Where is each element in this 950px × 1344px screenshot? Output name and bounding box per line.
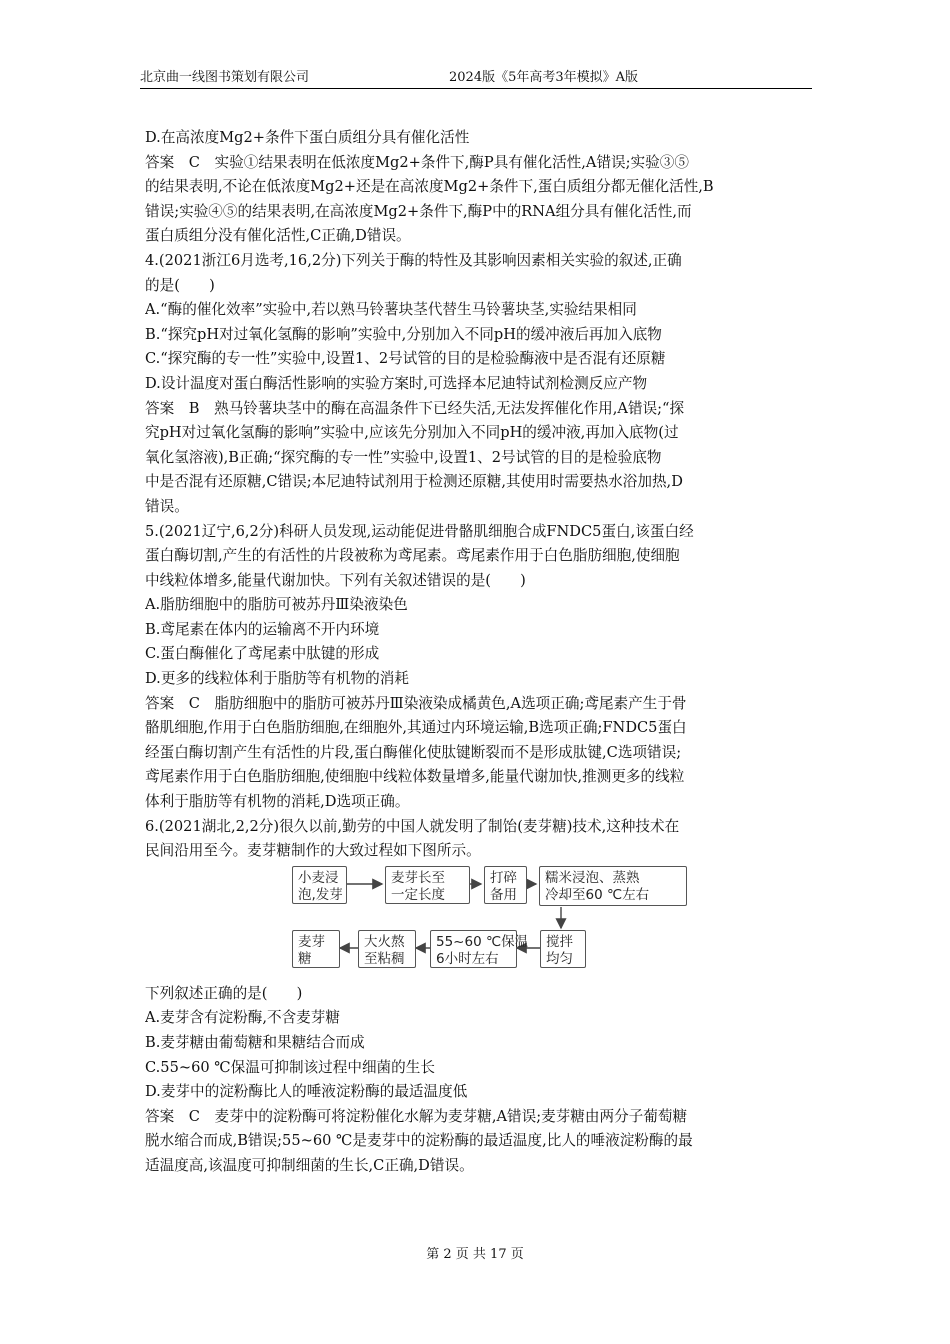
text-line: D.麦芽中的淀粉酶比人的唾液淀粉酶的最适温度低 (145, 1083, 468, 1101)
step-boil-box: 大火熬 至粘稠 (358, 930, 416, 968)
text-line: 适温度高,该温度可抑制细菌的生长,C正确,D错误。 (145, 1156, 474, 1174)
text-line: A.麦芽含有淀粉酶,不含麦芽糖 (145, 1009, 340, 1027)
text-line: A.脂肪细胞中的脂肪可被苏丹Ⅲ染液染色 (145, 596, 408, 614)
text-line: 脱水缩合而成,B错误;55~60 ℃是麦芽中的淀粉酶的最适温度,比人的唾液淀粉酶的最 (145, 1132, 693, 1150)
text-line: C.55~60 ℃保温可抑制该过程中细菌的生长 (145, 1058, 435, 1076)
step-keep-warm-box: 55~60 ℃保温 6小时左右 (430, 930, 517, 968)
text-block-bottom (145, 982, 810, 1179)
text-line: 蛋白酶切割,产生的有活性的片段被称为鸢尾素。鸢尾素作用于白色脂肪细胞,使细胞 (145, 547, 680, 565)
header-divider (140, 88, 812, 89)
text-line: C.蛋白酶催化了鸢尾素中肽键的形成 (145, 645, 380, 663)
text-line: 答案 B 熟马铃薯块茎中的酶在高温条件下已经失活,无法发挥催化作用,A错误;“探 (145, 399, 685, 417)
text-line: D.更多的线粒体利于脂肪等有机物的消耗 (145, 670, 409, 688)
text-line: 的是( ) (145, 276, 215, 294)
text-line: 究pH对过氧化氢酶的影响”实验中,应该先分别加入不同pH的缓冲液,再加入底物(过 (145, 424, 679, 442)
step-stir-box: 搅拌 均匀 (540, 930, 586, 968)
page-number: 第 2 页 共 17 页 (426, 1247, 524, 1262)
text-line: 骼肌细胞,作用于白色脂肪细胞,在细胞外,其通过内环境运输,B选项正确;FNDC5蛋白 (145, 719, 687, 737)
text-line: 错误;实验④⑤的结果表明,在高浓度Mg2+条件下,酶P中的RNA组分具有催化活性,而 (145, 202, 692, 220)
step-malt-grow-box: 麦芽长至 一定长度 (385, 866, 470, 904)
text-line: 鸢尾素作用于白色脂肪细胞,使细胞中线粒体数量增多,能量代谢加快,推测更多的线粒 (145, 768, 685, 786)
text-line: B.麦芽糖由葡萄糖和果糖结合而成 (145, 1034, 365, 1051)
step-maltose-box: 麦芽 糖 (292, 930, 340, 968)
text-line: 下列叙述正确的是( ) (145, 984, 303, 1002)
text-line: 蛋白质组分没有催化活性,C正确,D错误。 (145, 227, 411, 245)
step-soak-wheat-box: 小麦浸 泡,发芽 (292, 866, 347, 904)
text-line: 答案 C 实验①结果表明在低浓度Mg2+条件下,酶P具有催化活性,A错误;实验③⑤ (145, 153, 689, 171)
text-line: C.“探究酶的专一性”实验中,设置1、2号试管的目的是检验酶液中是否混有还原糖 (145, 350, 666, 368)
text-block-top (145, 126, 810, 864)
step-glutinous-rice-box: 糯米浸泡、蒸熟 冷却至60 ℃左右 (539, 866, 687, 906)
text-line: 中是否混有还原糖,C错误;本尼迪特试剂用于检测还原糖,其使用时需要热水浴加热,D (145, 473, 683, 491)
text-line: D.设计温度对蛋白酶活性影响的实验方案时,可选择本尼迪特试剂检测反应产物 (145, 374, 648, 392)
text-line: A.“酶的催化效率”实验中,若以熟马铃薯块茎代替生马铃薯块茎,实验结果相同 (145, 301, 637, 319)
text-line: 民间沿用至今。麦芽糖制作的大致过程如下图所示。 (145, 842, 481, 860)
text-line: D.在高浓度Mg2+条件下蛋白质组分具有催化活性 (145, 129, 470, 146)
text-line: 经蛋白酶切割产生有活性的片段,蛋白酶催化使肽键断裂而不是形成肽键,C选项错误; (145, 743, 682, 761)
text-line: 答案 C 脂肪细胞中的脂肪可被苏丹Ⅲ染液染成橘黄色,A选项正确;鸢尾素产生于骨 (145, 694, 687, 712)
text-line: B.“探究pH对过氧化氢酶的影响”实验中,分别加入不同pH的缓冲液后再加入底物 (145, 325, 662, 343)
text-line: B.鸢尾素在体内的运输离不开内环境 (145, 620, 380, 638)
text-line: 中线粒体增多,能量代谢加快。下列有关叙述错误的是( ) (145, 571, 526, 589)
page-header (140, 64, 812, 88)
publisher-name: 北京曲一线图书策划有限公司 (140, 70, 310, 85)
maltose-process-flowchart (145, 866, 810, 978)
text-line: 体利于脂肪等有机物的消耗,D选项正确。 (145, 793, 410, 811)
step-crush-box: 打碎 备用 (484, 866, 527, 904)
text-line: 的结果表明,不论在低浓度Mg2+还是在高浓度Mg2+条件下,蛋白质组分都无催化活性,B (145, 178, 714, 196)
page-content (145, 126, 810, 1179)
text-line: 4.(2021浙江6月选考,16,2分)下列关于酶的特性及其影响因素相关实验的叙述,正确 (145, 251, 682, 269)
text-line: 氧化氢溶液),B正确;“探究酶的专一性”实验中,设置1、2号试管的目的是检验底物 (145, 448, 662, 466)
book-title: 2024版《5年高考3年模拟》A版 (449, 70, 639, 85)
text-line: 6.(2021湖北,2,2分)很久以前,勤劳的中国人就发明了制饴(麦芽糖)技术,这种技术在 (145, 817, 680, 835)
text-line: 错误。 (145, 497, 189, 515)
text-line: 答案 C 麦芽中的淀粉酶可将淀粉催化水解为麦芽糖,A错误;麦芽糖由两分子葡萄糖 (145, 1107, 688, 1125)
text-line: 5.(2021辽宁,6,2分)科研人员发现,运动能促进骨骼肌细胞合成FNDC5蛋白,该蛋白经 (145, 522, 694, 540)
